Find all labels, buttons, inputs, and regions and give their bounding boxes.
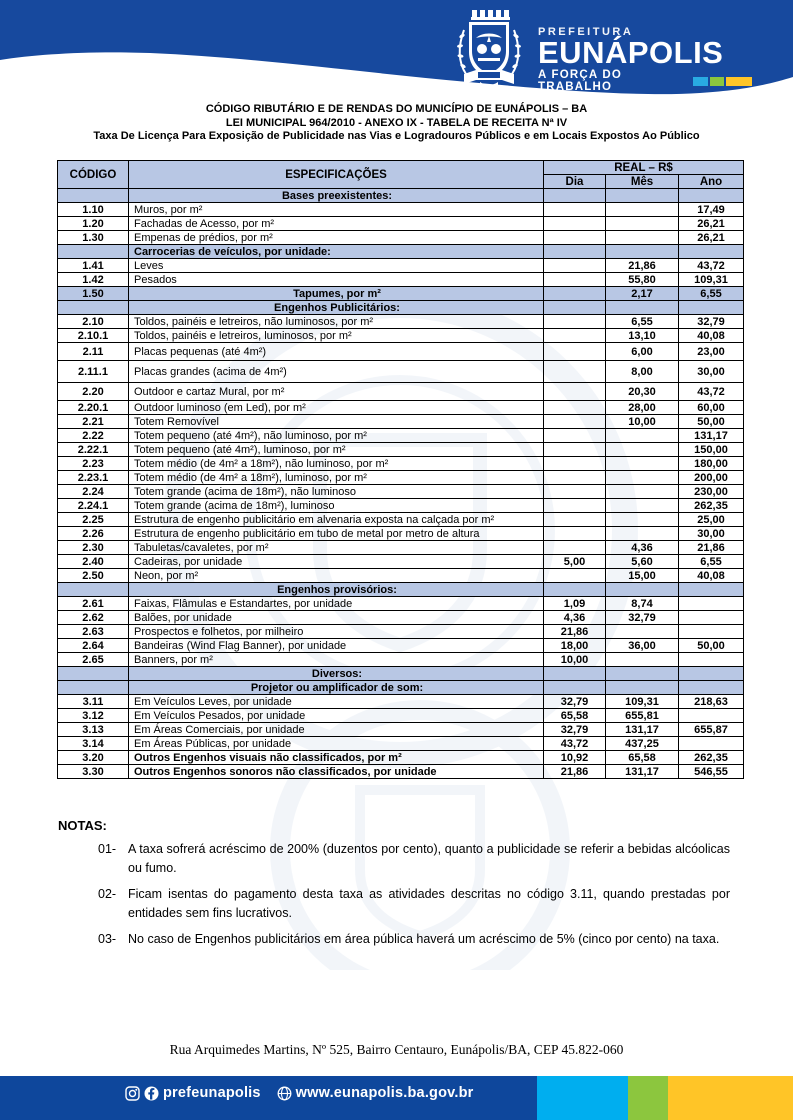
table-row bbox=[58, 513, 744, 527]
row-value-ano: 40,08 bbox=[679, 329, 744, 343]
table-row bbox=[58, 287, 744, 301]
table-row bbox=[58, 415, 744, 429]
row-code: 2.50 bbox=[58, 569, 129, 583]
facebook-icon bbox=[144, 1086, 159, 1101]
table-row bbox=[58, 383, 744, 401]
row-code: 3.30 bbox=[58, 765, 129, 779]
row-value-dia bbox=[544, 583, 606, 597]
row-value-mes: 65,58 bbox=[606, 751, 679, 765]
row-value-ano: 40,08 bbox=[679, 569, 744, 583]
row-value-mes: 131,17 bbox=[606, 765, 679, 779]
row-code: 2.20.1 bbox=[58, 401, 129, 415]
row-code: 2.40 bbox=[58, 555, 129, 569]
table-row bbox=[58, 361, 744, 383]
row-code: 2.62 bbox=[58, 611, 129, 625]
col-header-codigo: CÓDIGO bbox=[58, 161, 129, 189]
row-value-ano bbox=[679, 583, 744, 597]
row-code: 3.12 bbox=[58, 709, 129, 723]
social-handle: prefeunapolis bbox=[163, 1085, 261, 1101]
row-value-ano bbox=[679, 709, 744, 723]
row-code: 2.61 bbox=[58, 597, 129, 611]
note-text: Ficam isentas do pagamento desta taxa as atividades descritas no código 3.11, quando prestadas por entidades sem fins lucrativos. bbox=[128, 887, 730, 920]
table-row bbox=[58, 611, 744, 625]
row-specification: Estrutura de engenho publicitário em alvenaria exposta na calçada por m² bbox=[129, 513, 544, 527]
table-section-row bbox=[58, 189, 744, 203]
table-row bbox=[58, 401, 744, 415]
row-code: 1.50 bbox=[58, 287, 129, 301]
row-code: 2.26 bbox=[58, 527, 129, 541]
row-value-dia bbox=[544, 329, 606, 343]
city-crest-icon bbox=[452, 8, 526, 92]
table-row bbox=[58, 541, 744, 555]
row-code: 2.30 bbox=[58, 541, 129, 555]
col-header-especificacoes: ESPECIFICAÇÕES bbox=[129, 161, 544, 189]
row-value-ano: 150,00 bbox=[679, 443, 744, 457]
row-code bbox=[58, 667, 129, 681]
row-value-ano: 180,00 bbox=[679, 457, 744, 471]
row-value-ano: 50,00 bbox=[679, 415, 744, 429]
row-value-dia bbox=[544, 343, 606, 361]
row-value-ano: 131,17 bbox=[679, 429, 744, 443]
row-value-dia bbox=[544, 681, 606, 695]
row-value-mes bbox=[606, 653, 679, 667]
row-code: 1.41 bbox=[58, 259, 129, 273]
row-value-ano: 26,21 bbox=[679, 217, 744, 231]
row-code: 2.24.1 bbox=[58, 499, 129, 513]
row-specification: Outros Engenhos sonoros não classificados, por unidade bbox=[129, 765, 544, 779]
row-value-dia bbox=[544, 513, 606, 527]
table-row bbox=[58, 443, 744, 457]
row-specification: Engenhos Publicitários: bbox=[129, 301, 544, 315]
table-row bbox=[58, 217, 744, 231]
row-value-mes bbox=[606, 429, 679, 443]
table-row bbox=[58, 695, 744, 709]
row-value-dia bbox=[544, 401, 606, 415]
footer-cyan-block bbox=[537, 1076, 628, 1120]
table-row bbox=[58, 555, 744, 569]
table-section-row bbox=[58, 681, 744, 695]
row-specification: Toldos, painéis e letreiros, não luminosos, por m² bbox=[129, 315, 544, 329]
row-specification: Outdoor luminoso (em Led), por m² bbox=[129, 401, 544, 415]
row-value-dia: 4,36 bbox=[544, 611, 606, 625]
row-value-mes bbox=[606, 301, 679, 315]
row-value-ano: 6,55 bbox=[679, 287, 744, 301]
row-value-ano: 25,00 bbox=[679, 513, 744, 527]
row-value-ano: 218,63 bbox=[679, 695, 744, 709]
row-value-ano bbox=[679, 667, 744, 681]
row-value-dia: 65,58 bbox=[544, 709, 606, 723]
row-value-mes: 8,74 bbox=[606, 597, 679, 611]
row-value-mes bbox=[606, 583, 679, 597]
row-specification: Outdoor e cartaz Mural, por m² bbox=[129, 383, 544, 401]
row-value-mes bbox=[606, 471, 679, 485]
title-line-3: Taxa De Licença Para Exposição de Publicidade nas Vias e Logradouros Públicos e em Locais Expostos Ao Público bbox=[93, 130, 700, 142]
row-specification: Toldos, painéis e letreiros, luminosos, por m² bbox=[129, 329, 544, 343]
row-code: 2.64 bbox=[58, 639, 129, 653]
row-value-dia: 32,79 bbox=[544, 723, 606, 737]
row-specification: Fachadas de Acesso, por m² bbox=[129, 217, 544, 231]
footer-address: Rua Arquimedes Martins, Nº 525, Bairro Centauro, Eunápolis/BA, CEP 45.822-060 bbox=[169, 1042, 624, 1057]
row-code: 2.22 bbox=[58, 429, 129, 443]
row-value-mes bbox=[606, 217, 679, 231]
city-name: EUNÁPOLIS bbox=[538, 35, 724, 70]
row-value-dia bbox=[544, 457, 606, 471]
row-value-mes: 8,00 bbox=[606, 361, 679, 383]
tax-table bbox=[57, 160, 744, 779]
table-row bbox=[58, 429, 744, 443]
table-row bbox=[58, 499, 744, 513]
row-value-dia bbox=[544, 429, 606, 443]
row-value-dia bbox=[544, 315, 606, 329]
row-value-ano: 23,00 bbox=[679, 343, 744, 361]
row-value-ano bbox=[679, 653, 744, 667]
row-value-ano: 230,00 bbox=[679, 485, 744, 499]
city-logo bbox=[452, 8, 752, 96]
tax-table-head bbox=[58, 161, 744, 189]
row-value-ano bbox=[679, 189, 744, 203]
row-value-mes bbox=[606, 245, 679, 259]
table-row bbox=[58, 751, 744, 765]
row-code: 1.10 bbox=[58, 203, 129, 217]
row-value-mes: 55,80 bbox=[606, 273, 679, 287]
row-specification: Totem pequeno (até 4m²), não luminoso, por m² bbox=[129, 429, 544, 443]
col-header-dia: Dia bbox=[544, 175, 606, 189]
row-value-mes: 13,10 bbox=[606, 329, 679, 343]
row-code bbox=[58, 245, 129, 259]
row-value-mes: 437,25 bbox=[606, 737, 679, 751]
row-code: 1.20 bbox=[58, 217, 129, 231]
row-value-dia bbox=[544, 361, 606, 383]
row-specification: Outros Engenhos visuais não classificados, por m² bbox=[129, 751, 544, 765]
note-text: A taxa sofrerá acréscimo de 200% (duzentos por cento), quanto a publicidade se referir a bebidas alcóolicas ou fumo. bbox=[128, 842, 730, 875]
row-value-mes: 15,00 bbox=[606, 569, 679, 583]
table-row bbox=[58, 329, 744, 343]
title-line-1: CÓDIGO RIBUTÁRIO E DE RENDAS DO MUNICÍPIO DE EUNÁPOLIS – BA bbox=[205, 103, 588, 115]
row-value-mes bbox=[606, 189, 679, 203]
row-value-dia bbox=[544, 273, 606, 287]
row-specification: Bases preexistentes: bbox=[129, 189, 544, 203]
row-value-mes: 10,00 bbox=[606, 415, 679, 429]
row-value-dia: 32,79 bbox=[544, 695, 606, 709]
row-value-mes: 109,31 bbox=[606, 695, 679, 709]
city-slogan: A FORÇA DO TRABALHO bbox=[538, 69, 622, 93]
row-value-ano: 43,72 bbox=[679, 259, 744, 273]
row-value-dia bbox=[544, 485, 606, 499]
row-value-ano: 30,00 bbox=[679, 527, 744, 541]
table-row bbox=[58, 625, 744, 639]
note-number: 03- bbox=[98, 932, 117, 946]
table-row bbox=[58, 343, 744, 361]
row-value-ano bbox=[679, 597, 744, 611]
row-value-dia bbox=[544, 569, 606, 583]
table-row bbox=[58, 457, 744, 471]
row-value-dia: 21,86 bbox=[544, 765, 606, 779]
row-value-dia bbox=[544, 443, 606, 457]
row-value-dia: 10,00 bbox=[544, 653, 606, 667]
row-value-ano: 60,00 bbox=[679, 401, 744, 415]
row-code bbox=[58, 301, 129, 315]
table-row bbox=[58, 315, 744, 329]
table-row bbox=[58, 639, 744, 653]
row-value-dia: 10,92 bbox=[544, 751, 606, 765]
row-value-dia bbox=[544, 541, 606, 555]
table-row bbox=[58, 471, 744, 485]
row-value-ano bbox=[679, 625, 744, 639]
row-value-ano: 17,49 bbox=[679, 203, 744, 217]
row-code bbox=[58, 681, 129, 695]
footer-green-block bbox=[628, 1076, 668, 1120]
footer-social-row bbox=[125, 1085, 474, 1101]
row-value-dia bbox=[544, 527, 606, 541]
row-value-dia: 43,72 bbox=[544, 737, 606, 751]
row-specification: Totem médio (de 4m² a 18m²), não luminoso, por m² bbox=[129, 457, 544, 471]
row-value-mes: 32,79 bbox=[606, 611, 679, 625]
yellow-block bbox=[726, 77, 752, 86]
row-value-dia bbox=[544, 415, 606, 429]
row-value-mes: 655,81 bbox=[606, 709, 679, 723]
note-number: 01- bbox=[98, 842, 117, 856]
row-specification: Banners, por m² bbox=[129, 653, 544, 667]
notes-section bbox=[58, 818, 738, 949]
row-specification: Em Áreas Públicas, por unidade bbox=[129, 737, 544, 751]
row-value-mes: 36,00 bbox=[606, 639, 679, 653]
document-title bbox=[0, 103, 793, 144]
table-row bbox=[58, 653, 744, 667]
row-value-mes: 131,17 bbox=[606, 723, 679, 737]
row-specification: Leves bbox=[129, 259, 544, 273]
table-row bbox=[58, 259, 744, 273]
row-code: 2.25 bbox=[58, 513, 129, 527]
row-value-ano: 546,55 bbox=[679, 765, 744, 779]
row-specification: Bandeiras (Wind Flag Banner), por unidade bbox=[129, 639, 544, 653]
row-value-ano: 43,72 bbox=[679, 383, 744, 401]
row-value-dia bbox=[544, 217, 606, 231]
row-value-mes bbox=[606, 443, 679, 457]
row-specification: Estrutura de engenho publicitário em tubo de metal por metro de altura bbox=[129, 527, 544, 541]
row-code: 2.22.1 bbox=[58, 443, 129, 457]
row-specification: Placas pequenas (até 4m²) bbox=[129, 343, 544, 361]
row-value-mes: 21,86 bbox=[606, 259, 679, 273]
row-specification: Neon, por m² bbox=[129, 569, 544, 583]
row-specification: Faixas, Flâmulas e Estandartes, por unidade bbox=[129, 597, 544, 611]
row-code: 2.10 bbox=[58, 315, 129, 329]
row-code: 2.63 bbox=[58, 625, 129, 639]
table-row bbox=[58, 203, 744, 217]
globe-icon bbox=[277, 1086, 292, 1101]
green-block bbox=[710, 77, 724, 86]
website-url: www.eunapolis.ba.gov.br bbox=[295, 1085, 474, 1101]
row-value-mes bbox=[606, 203, 679, 217]
note-text: No caso de Engenhos publicitários em área pública haverá um acréscimo de 5% (cinco por cento) na taxa. bbox=[128, 932, 720, 946]
col-header-ano: Ano bbox=[679, 175, 744, 189]
table-row bbox=[58, 569, 744, 583]
row-specification: Placas grandes (acima de 4m²) bbox=[129, 361, 544, 383]
tax-table-body bbox=[58, 189, 744, 779]
footer-yellow-block bbox=[668, 1076, 793, 1120]
row-value-dia bbox=[544, 245, 606, 259]
row-specification: Projetor ou amplificador de som: bbox=[129, 681, 544, 695]
row-value-mes: 28,00 bbox=[606, 401, 679, 415]
row-value-mes: 4,36 bbox=[606, 541, 679, 555]
row-specification: Pesados bbox=[129, 273, 544, 287]
instagram-icon bbox=[125, 1086, 140, 1101]
row-value-mes: 6,00 bbox=[606, 343, 679, 361]
table-row bbox=[58, 723, 744, 737]
row-value-dia: 5,00 bbox=[544, 555, 606, 569]
notes-heading: NOTAS: bbox=[58, 818, 107, 833]
row-specification: Em Veículos Pesados, por unidade bbox=[129, 709, 544, 723]
row-specification: Prospectos e folhetos, por milheiro bbox=[129, 625, 544, 639]
row-value-dia bbox=[544, 203, 606, 217]
row-value-ano: 262,35 bbox=[679, 751, 744, 765]
row-code: 2.23.1 bbox=[58, 471, 129, 485]
row-value-mes bbox=[606, 485, 679, 499]
row-value-mes bbox=[606, 499, 679, 513]
row-code: 2.10.1 bbox=[58, 329, 129, 343]
table-row bbox=[58, 597, 744, 611]
row-value-mes: 2,17 bbox=[606, 287, 679, 301]
row-value-ano: 26,21 bbox=[679, 231, 744, 245]
footer-bar bbox=[0, 1076, 793, 1120]
row-code: 1.30 bbox=[58, 231, 129, 245]
row-specification: Em Áreas Comerciais, por unidade bbox=[129, 723, 544, 737]
row-code: 1.42 bbox=[58, 273, 129, 287]
table-section-row bbox=[58, 301, 744, 315]
row-value-dia: 18,00 bbox=[544, 639, 606, 653]
note-number: 02- bbox=[98, 887, 117, 901]
row-value-dia bbox=[544, 499, 606, 513]
row-value-mes bbox=[606, 681, 679, 695]
row-value-ano: 200,00 bbox=[679, 471, 744, 485]
row-code bbox=[58, 189, 129, 203]
row-code: 3.11 bbox=[58, 695, 129, 709]
row-value-ano bbox=[679, 611, 744, 625]
row-value-ano: 262,35 bbox=[679, 499, 744, 513]
row-value-dia bbox=[544, 287, 606, 301]
row-value-ano: 32,79 bbox=[679, 315, 744, 329]
table-row bbox=[58, 737, 744, 751]
row-value-mes bbox=[606, 667, 679, 681]
row-code: 2.23 bbox=[58, 457, 129, 471]
row-value-dia: 1,09 bbox=[544, 597, 606, 611]
row-specification: Balões, por unidade bbox=[129, 611, 544, 625]
row-specification: Muros, por m² bbox=[129, 203, 544, 217]
row-value-ano: 6,55 bbox=[679, 555, 744, 569]
table-row bbox=[58, 231, 744, 245]
row-value-dia bbox=[544, 259, 606, 273]
table-section-row bbox=[58, 245, 744, 259]
title-line-2: LEI MUNICIPAL 964/2010 - ANEXO IX - TABELA DE RECEITA Nª IV bbox=[225, 116, 568, 129]
row-code: 2.24 bbox=[58, 485, 129, 499]
row-value-ano: 109,31 bbox=[679, 273, 744, 287]
row-value-mes: 20,30 bbox=[606, 383, 679, 401]
row-specification: Totem médio (de 4m² a 18m²), luminoso, por m² bbox=[129, 471, 544, 485]
row-value-mes: 6,55 bbox=[606, 315, 679, 329]
row-specification: Cadeiras, por unidade bbox=[129, 555, 544, 569]
row-code: 2.20 bbox=[58, 383, 129, 401]
header-banner bbox=[0, 0, 793, 100]
row-specification: Tabuletas/cavaletes, por m² bbox=[129, 541, 544, 555]
col-header-real: REAL – R$ bbox=[544, 161, 744, 175]
row-specification: Totem Removível bbox=[129, 415, 544, 429]
row-code: 3.20 bbox=[58, 751, 129, 765]
row-value-dia bbox=[544, 301, 606, 315]
row-value-mes bbox=[606, 513, 679, 527]
row-specification: Carrocerias de veículos, por unidade: bbox=[129, 245, 544, 259]
note-item bbox=[58, 840, 738, 878]
row-specification: Totem grande (acima de 18m²), não luminoso bbox=[129, 485, 544, 499]
row-value-ano: 655,87 bbox=[679, 723, 744, 737]
row-value-ano: 21,86 bbox=[679, 541, 744, 555]
row-value-mes bbox=[606, 527, 679, 541]
row-code: 3.13 bbox=[58, 723, 129, 737]
row-value-dia bbox=[544, 667, 606, 681]
table-row bbox=[58, 485, 744, 499]
note-item bbox=[58, 930, 738, 949]
table-row bbox=[58, 765, 744, 779]
row-value-mes bbox=[606, 457, 679, 471]
row-code bbox=[58, 583, 129, 597]
cyan-block bbox=[693, 77, 708, 86]
row-value-dia: 21,86 bbox=[544, 625, 606, 639]
row-value-ano bbox=[679, 245, 744, 259]
row-value-dia bbox=[544, 383, 606, 401]
row-specification: Tapumes, por m² bbox=[129, 287, 544, 301]
row-value-ano: 50,00 bbox=[679, 639, 744, 653]
row-code: 2.11 bbox=[58, 343, 129, 361]
row-value-mes: 5,60 bbox=[606, 555, 679, 569]
row-value-dia bbox=[544, 231, 606, 245]
row-specification: Totem grande (acima de 18m²), luminoso bbox=[129, 499, 544, 513]
brand-color-blocks bbox=[691, 77, 752, 86]
row-code: 2.11.1 bbox=[58, 361, 129, 383]
table-section-row bbox=[58, 667, 744, 681]
row-specification: Totem pequeno (até 4m²), luminoso, por m² bbox=[129, 443, 544, 457]
row-value-ano bbox=[679, 301, 744, 315]
table-section-row bbox=[58, 583, 744, 597]
row-specification: Diversos: bbox=[129, 667, 544, 681]
row-value-ano bbox=[679, 681, 744, 695]
row-specification: Engenhos provisórios: bbox=[129, 583, 544, 597]
row-value-dia bbox=[544, 471, 606, 485]
row-value-dia bbox=[544, 189, 606, 203]
row-value-mes bbox=[606, 625, 679, 639]
note-item bbox=[58, 885, 738, 923]
row-code: 2.65 bbox=[58, 653, 129, 667]
col-header-mes: Mês bbox=[606, 175, 679, 189]
row-value-mes bbox=[606, 231, 679, 245]
prefeitura-label: PREFEITURA bbox=[538, 26, 634, 38]
row-specification: Empenas de prédios, por m² bbox=[129, 231, 544, 245]
row-value-ano: 30,00 bbox=[679, 361, 744, 383]
row-code: 2.21 bbox=[58, 415, 129, 429]
row-value-ano bbox=[679, 737, 744, 751]
table-row bbox=[58, 709, 744, 723]
row-specification: Em Veículos Leves, por unidade bbox=[129, 695, 544, 709]
table-row bbox=[58, 273, 744, 287]
table-row bbox=[58, 527, 744, 541]
row-code: 3.14 bbox=[58, 737, 129, 751]
